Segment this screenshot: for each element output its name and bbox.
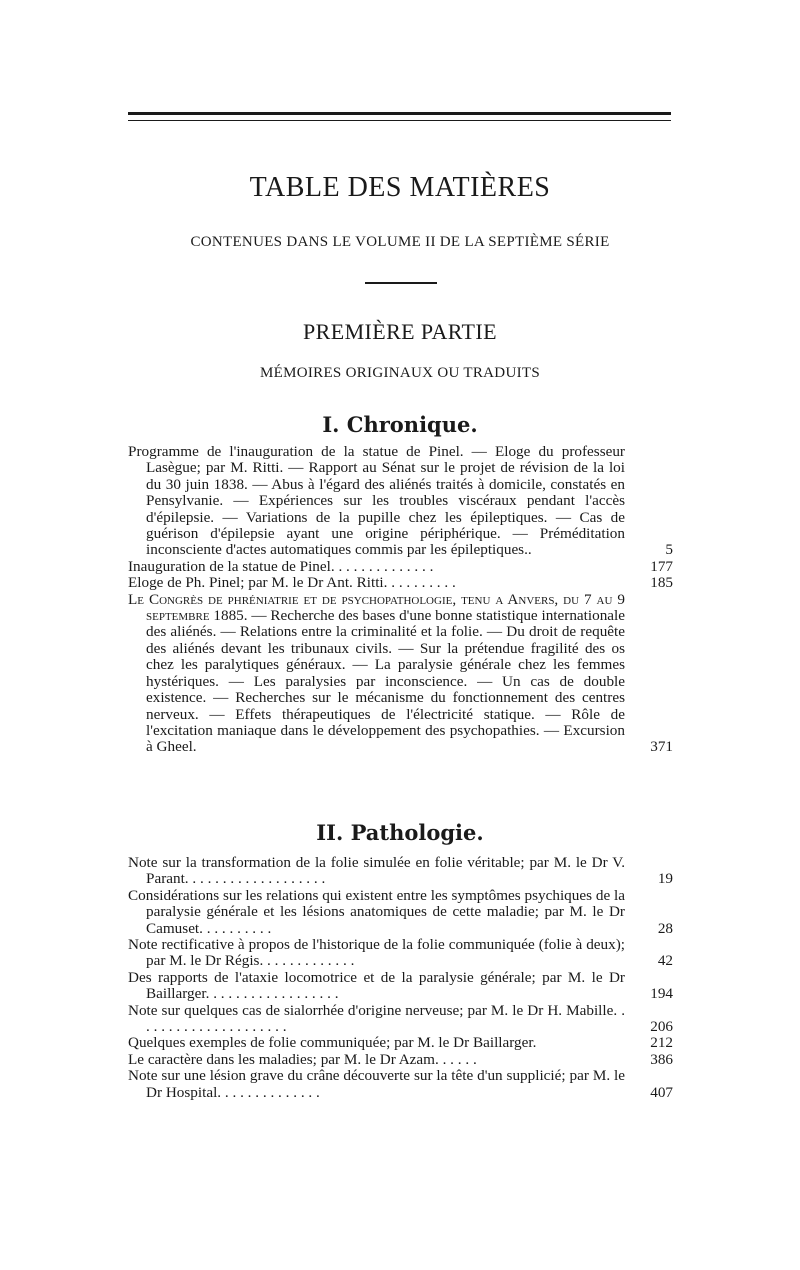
toc-entry	[128, 1068, 673, 1101]
toc-entry	[128, 970, 673, 1003]
entry-text: — Recherche des bases d'une bonne statistique internationale des aliénés. — Relations entre la criminalité et la folie. — Du droit de requête des aliénés devant les tribunaux civils. — Sur la prétendue fragilité des os chez les paralytiques généraux. — La paralysie générale chez les femmes hystériques. — Les paralysies par inconscience. — Un cas de double existence. — Recherches sur le mécanisme du fonctionnement des centres nerveux. — Effets thérapeutiques de l'électricité statique. — Rôle de l'excitation maniaque dans le développement des psychopathies. — Excursion à Gheel.	[146, 607, 625, 756]
entry-text: Programme de l'inauguration de la statue de Pinel. — Eloge du professeur Lasègue; par M. Ritti. — Rapport au Sénat sur le projet de révision de la loi du 30 juin 1838. — Abus à l'égard des aliénés traités à domicile, constatés en Pensylvanie. — Expériences sur les troubles viscéraux pendant l'accès d'épilepsie. — Variations de la pupille chez les épileptiques. — Cas de guérison d'épilepsie ayant une origine périphérique. — Préméditation inconsciente d'actes automatiques commis par les épileptiques..	[128, 443, 625, 559]
entry-page-number: 212	[650, 1034, 673, 1052]
entry-page-number: 19	[657, 870, 673, 888]
entry-page-number: 28	[657, 919, 673, 937]
entry-page-number: 42	[657, 952, 673, 970]
section-heading-chronique: I. Chronique.	[322, 412, 478, 437]
separator-rule	[365, 282, 437, 284]
entry-page-number: 5	[665, 541, 673, 559]
entry-text: Note sur quelques cas de sialorrhée d'origine nerveuse; par M. le Dr H. Mabille. . . . . . . . . . . . . . . . . . . . .	[128, 1001, 625, 1036]
entry-text: Quelques exemples de folie communiquée; par M. le Dr Baillarger.	[128, 1034, 537, 1052]
toc-entry	[128, 937, 673, 970]
top-rule-thick	[128, 112, 671, 115]
top-rule-thin	[128, 120, 671, 121]
entry-page-number: 177	[650, 557, 673, 575]
section-entries-chronique	[128, 444, 673, 756]
entry-text: Note sur une lésion grave du crâne découverte sur la tête d'un supplicié; par M. le Dr Hospital. . . . . . . . . . . . . .	[128, 1067, 625, 1101]
toc-entry	[128, 1035, 673, 1051]
entry-text: Des rapports de l'ataxie locomotrice et de la paralysie générale; par M. le Dr Baillarger. . . . . . . . . . . . . . . . . .	[128, 968, 625, 1003]
toc-entry	[128, 444, 673, 559]
entry-text: Eloge de Ph. Pinel; par M. le Dr Ant. Ritti. . . . . . . . . .	[128, 574, 456, 592]
toc-entry	[128, 592, 673, 756]
toc-entry	[128, 855, 673, 888]
toc-entry	[128, 559, 673, 575]
toc-entry	[128, 575, 673, 591]
entry-page-number: 371	[650, 738, 673, 756]
page-subtitle: CONTENUES DANS LE VOLUME II DE LA SEPTIÈME SÉRIE	[190, 234, 610, 250]
section-heading-pathologie: II. Pathologie.	[316, 820, 484, 845]
entry-page-number: 194	[650, 985, 673, 1003]
entry-page-number: 386	[650, 1050, 673, 1068]
part-subtitle: MÉMOIRES ORIGINAUX OU TRADUITS	[260, 365, 540, 381]
part-title: PREMIÈRE PARTIE	[303, 319, 497, 344]
entry-page-number: 407	[650, 1083, 673, 1101]
entry-text: Le caractère dans les maladies; par M. le Dr Azam. . . . . .	[128, 1050, 477, 1068]
entry-text: Note rectificative à propos de l'historique de la folie communiquée (folie à deux); par M. le Dr Régis. . . . . . . . . . . . .	[128, 936, 625, 970]
toc-entry	[128, 1003, 673, 1036]
entry-text: Note sur la transformation de la folie simulée en folie véritable; par M. le Dr V. Parant. . . . . . . . . . . . . . . . . . .	[128, 854, 625, 888]
section-entries-pathologie	[128, 855, 673, 1101]
entry-page-number: 185	[650, 574, 673, 592]
entry-smallcaps-lead: Le Congrès de phréniatrie et de psychopathologie, tenu a Anvers, du 7 au 9 septembre 1885.	[128, 590, 625, 625]
toc-entry	[128, 888, 673, 937]
page-title: TABLE DES MATIÈRES	[249, 172, 551, 203]
entry-text: Considérations sur les relations qui existent entre les symptômes psychiques de la paralysie générale et les lésions anatomiques de cette maladie; par M. le Dr Camuset. . . . . . . . . .	[128, 886, 625, 937]
toc-entry	[128, 1052, 673, 1068]
entry-page-number: 206	[650, 1018, 673, 1036]
entry-text: Inauguration de la statue de Pinel. . . . . . . . . . . . . .	[128, 557, 434, 575]
